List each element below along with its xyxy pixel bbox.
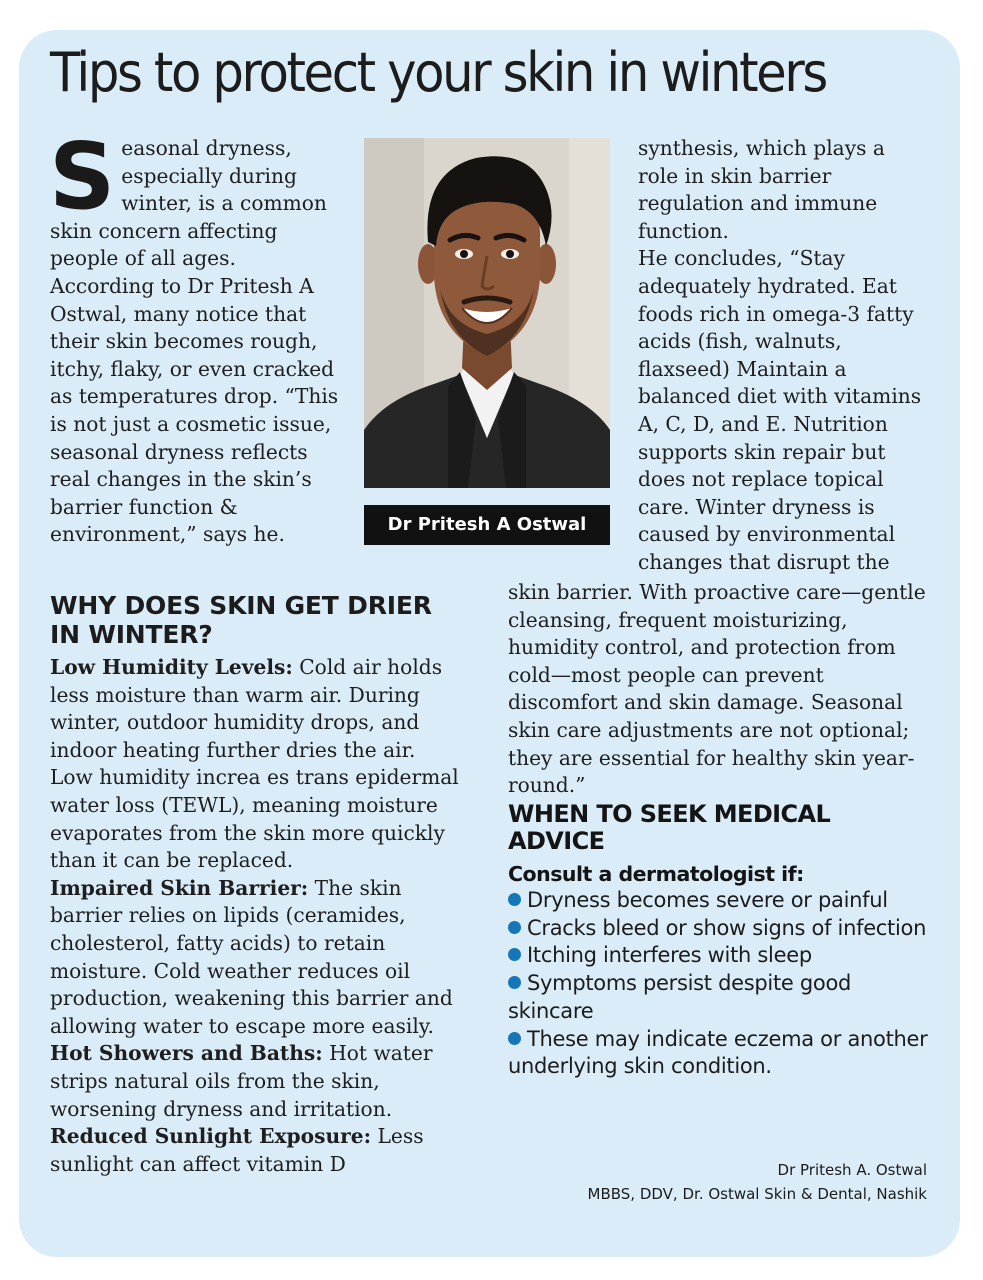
author-name: Dr Pritesh A. Ostwal xyxy=(777,1161,927,1179)
cause-text: Cold air holds less moisture than warm air. During winter, outdoor humidity drops, and indoor heating further dries the air. Low humidity increa es trans epidermal water loss (TEWL), meaning moisture evaporates from the skin more quickly than it can be replaced. xyxy=(50,655,459,873)
author-credentials: MBBS, DDV, Dr. Ostwal Skin & Dental, Nashik xyxy=(587,1185,927,1203)
photo-caption: Dr Pritesh A Ostwal xyxy=(364,505,610,545)
list-item: These may indicate eczema or another underlying skin condition. xyxy=(508,1026,928,1079)
list-item: Itching interferes with sleep xyxy=(508,942,933,970)
warning-signs-list xyxy=(508,887,933,1081)
bullet-dot-icon xyxy=(508,1032,521,1045)
cause-impaired-barrier xyxy=(50,875,460,1041)
consult-label: Consult a dermatologist if: xyxy=(508,862,804,886)
causes-column xyxy=(50,654,460,1178)
list-item: Dryness becomes severe or painful xyxy=(508,887,933,915)
doctor-portrait-photo xyxy=(364,138,610,488)
drop-cap: S xyxy=(49,123,116,230)
cause-text: Less sunlight can affect vitamin D xyxy=(50,1124,424,1176)
section-heading-medical-advice: WHEN TO SEEK MEDICAL ADVICE xyxy=(508,800,831,855)
portrait-illustration xyxy=(364,138,610,488)
cause-text: Hot water strips natural oils from the skin, worsening dryness and irritation. xyxy=(50,1041,433,1121)
cause-label: Reduced Sunlight Exposure: xyxy=(50,1124,372,1149)
cause-text: The skin barrier relies on lipids (ceramides, cholesterol, fatty acids) to retain moisture. Cold weather reduces oil production, weakening this barrier and allowing water to escape more easily. xyxy=(50,875,453,1038)
bullet-dot-icon xyxy=(508,976,521,989)
article-title: Tips to protect your skin in winters xyxy=(50,41,826,104)
section-heading-why-drier: WHY DOES SKIN GET DRIER IN WINTER? xyxy=(50,591,432,649)
bullet-dot-icon xyxy=(508,921,521,934)
cause-label: Hot Showers and Baths: xyxy=(50,1041,323,1066)
continued-paragraph: synthesis, which plays a role in skin barrier regulation and immune function. xyxy=(638,136,885,243)
cause-hot-showers xyxy=(50,1040,460,1123)
list-item: Symptoms persist despite good skincare xyxy=(508,971,852,1023)
author-signature xyxy=(588,1158,928,1206)
bullet-dot-icon xyxy=(508,893,521,906)
right-column-top xyxy=(638,135,930,577)
conclusion-continued: skin barrier. With proactive care—gentle cleansing, frequent moisturizing, humidity control, and protection from cold—most people can prevent discomfort and skin damage. Seasonal skin care adjustments are not optional; they are essential for healthy skin year-round.” xyxy=(508,580,926,798)
bullet-dot-icon xyxy=(508,948,521,961)
cause-low-humidity xyxy=(50,654,460,875)
intro-column xyxy=(49,123,340,549)
cause-label: Low Humidity Levels: xyxy=(50,655,293,679)
cause-label: Impaired Skin Barrier: xyxy=(50,875,309,900)
right-column-bottom xyxy=(508,579,930,800)
list-item: Cracks bleed or show signs of infection xyxy=(508,915,933,943)
conclusion-paragraph: He concludes, “Stay adequately hydrated. Eat foods rich in omega-3 fatty acids (fish, walnuts, flaxseed) Maintain a balanced diet with vitamins A, C, D, and E. Nutrition supports skin repair but does not replace topical care. Winter dryness is caused by environmental changes that disrupt the xyxy=(638,246,922,574)
cause-reduced-sunlight xyxy=(50,1123,460,1178)
intro-paragraph: easonal dryness, especially during winter, is a common skin concern affecting people of all ages. According to Dr Pritesh A Ostwal, many notice that their skin becomes rough, itchy, flaky, or even cracked as temperatures drop. “This is not just a cosmetic issue, seasonal dryness reflects real changes in the skin’s barrier function & environment,” says he. xyxy=(50,136,339,547)
